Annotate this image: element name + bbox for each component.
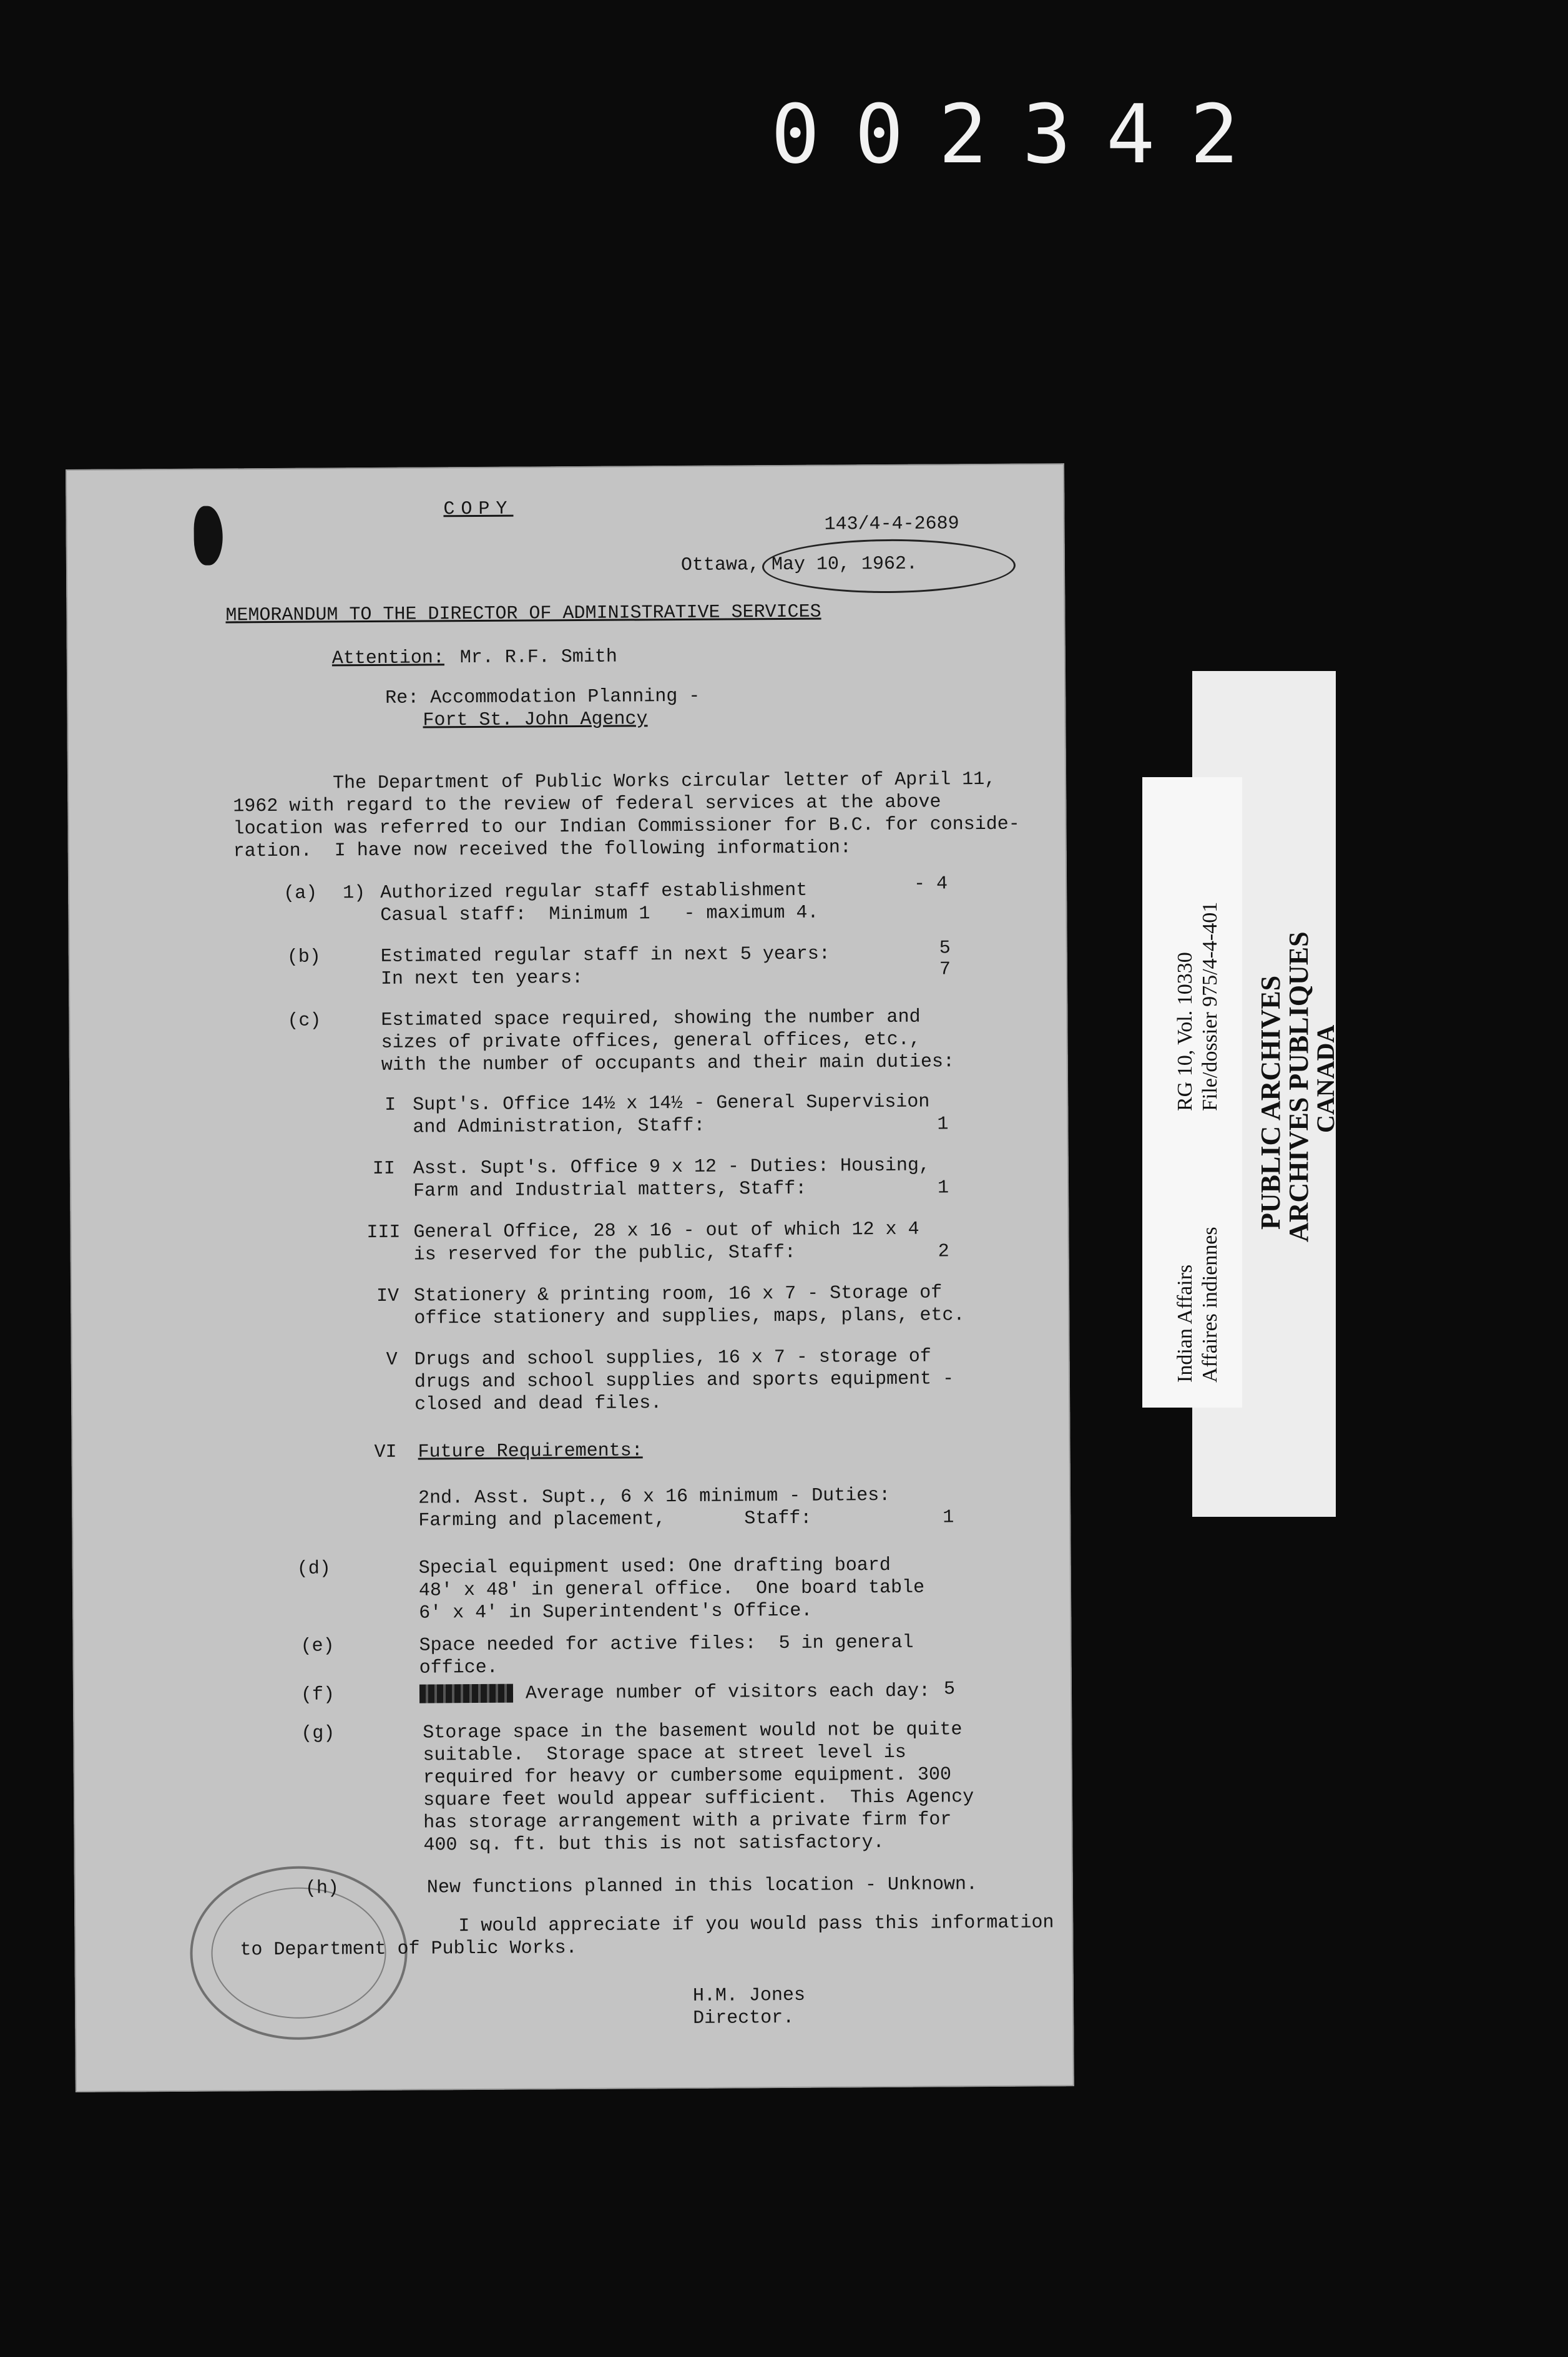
item-line: Authorized regular staff establishment <box>380 880 808 904</box>
subject-line-1: Re: Accommodation Planning - <box>385 685 700 709</box>
item-line: New functions planned in this location - Unknown. <box>426 1874 978 1899</box>
item-label: (g) <box>301 1723 335 1745</box>
label-reference: RG 10, Vol. 10330 <box>1174 952 1197 1111</box>
intro-line: 1962 with regard to the review of federal services at the above <box>233 791 941 818</box>
item-label: (c) <box>287 1010 321 1032</box>
item-line: has storage arrangement with a private firm for <box>423 1809 952 1834</box>
subitem-line: closed and dead files. <box>414 1393 662 1416</box>
file-number: 143/4-4-2689 <box>824 513 959 536</box>
memo-page <box>66 463 1074 2092</box>
subitem-line: office stationery and supplies, maps, plans, etc. <box>414 1305 965 1330</box>
attention-label: Attention: <box>331 647 444 670</box>
item-line: required for heavy or cumbersome equipment. 300 <box>423 1764 952 1789</box>
place: Ottawa, <box>680 554 760 576</box>
memo-date: May 10, 1962. <box>771 553 918 576</box>
attention-name: Mr. R.F. Smith <box>459 646 618 669</box>
subitem-line: drugs and school supplies and sports equipment - <box>414 1368 954 1393</box>
item-line: Space needed for active files: 5 in general <box>419 1632 914 1657</box>
subitem-line: and Administration, Staff: <box>413 1115 705 1139</box>
item-label: (h) <box>305 1878 340 1899</box>
item-label: (a) <box>283 883 318 904</box>
item-line: Storage space in the basement would not be quite <box>423 1719 963 1744</box>
subitem-line: Farming and placement, Staff: <box>418 1507 812 1532</box>
intro-line: The Department of Public Works circular letter of April 11, <box>332 768 996 795</box>
intro-line: ration. I have now received the following information: <box>233 837 852 863</box>
signature-title: Director. <box>693 2007 795 2029</box>
item-line: sizes of private offices, general offices, etc., <box>381 1029 921 1054</box>
item-line: suitable. Storage space at street level is <box>423 1742 906 1767</box>
ink-blot <box>194 506 223 565</box>
item-line: In next ten years: <box>380 967 584 990</box>
memo-recipient: MEMORANDUM TO THE DIRECTOR OF ADMINISTRATIVE SERVICES <box>225 601 821 627</box>
item-label: (e) <box>300 1635 335 1657</box>
subitem-value: 2 <box>938 1241 949 1263</box>
subitem-line: 2nd. Asst. Supt., 6 x 16 minimum - Duties: <box>418 1484 891 1509</box>
subitem-line: Farm and Industrial matters, Staff: <box>413 1178 807 1202</box>
subitem-value: 1 <box>937 1177 949 1199</box>
label-institution-en: PUBLIC ARCHIVES <box>1255 975 1286 1230</box>
subitem-line: General Office, 28 x 16 - out of which 12 x 4 <box>413 1218 919 1243</box>
item-label: (b) <box>287 946 321 968</box>
closing-line: I would appreciate if you would pass this information <box>458 1912 1054 1938</box>
item-value: 5 <box>943 1678 956 1700</box>
redacted-text <box>419 1684 513 1703</box>
item-line: 400 sq. ft. but this is not satisfactory. <box>423 1832 884 1856</box>
item-line: office. <box>419 1657 498 1679</box>
item-line: Estimated regular staff in next 5 years: <box>380 943 830 968</box>
item-line: Casual staff: Minimum 1 - maximum 4. <box>380 902 819 926</box>
label-institution-fr: ARCHIVES PUBLIQUES <box>1283 931 1314 1242</box>
label-dept-fr: Affaires indiennes <box>1198 1227 1222 1383</box>
frame-number: 002342 <box>771 87 1274 182</box>
subitem-number: I <box>385 1094 396 1116</box>
copy-heading: COPY <box>443 498 514 521</box>
label-country: CANADA <box>1311 1024 1340 1133</box>
item-value: - 4 <box>913 873 948 895</box>
item-line: 48' x 48' in general office. One board table <box>418 1577 925 1602</box>
item-line: Estimated space required, showing the number and <box>381 1006 921 1031</box>
subitem-number: IV <box>376 1285 399 1307</box>
item-value: 5 <box>939 938 951 959</box>
intro-line: location was referred to our Indian Commissioner for B.C. for conside- <box>233 813 1020 840</box>
subitem-value: 1 <box>943 1507 954 1529</box>
item-value: 7 <box>939 959 951 981</box>
subitem-number: VI <box>374 1441 397 1464</box>
subitem-line: Stationery & printing room, 16 x 7 - Storage of <box>413 1282 943 1307</box>
subitem-line: Supt's. Office 14½ x 14½ - General Supervision <box>413 1091 930 1116</box>
item-line: Average number of visitors each day: <box>525 1680 931 1705</box>
subitem-number: V <box>386 1349 398 1371</box>
subitem-line: Asst. Supt's. Office 9 x 12 - Duties: Housing, <box>413 1155 931 1180</box>
item-line: square feet would appear sufficient. This Agency <box>423 1786 974 1811</box>
closing-line: to Department of Public Works. <box>240 1938 577 1961</box>
subject-line-2: Fort St. John Agency <box>423 708 648 732</box>
item-line: with the number of occupants and their main duties: <box>381 1051 955 1076</box>
item-sublabel: 1) <box>343 883 366 904</box>
subitem-value: 1 <box>937 1114 949 1135</box>
subitem-number: II <box>372 1158 395 1180</box>
item-label: (f) <box>300 1684 335 1706</box>
item-line: Special equipment used: One drafting board <box>418 1554 891 1579</box>
subitem-number: III <box>366 1222 401 1244</box>
subitem-line: Drugs and school supplies, 16 x 7 - storage of <box>414 1346 931 1371</box>
future-requirements-heading: Future Requirements: <box>418 1440 643 1463</box>
item-line: 6' x 4' in Superintendent's Office. <box>419 1600 813 1624</box>
subitem-line: is reserved for the public, Staff: <box>413 1242 796 1266</box>
label-dept-en: Indian Affairs <box>1174 1264 1197 1383</box>
item-label: (d) <box>296 1558 331 1580</box>
label-file: File/dossier 975/4-4-401 <box>1198 901 1222 1111</box>
signature-name: H.M. Jones <box>692 1984 806 2007</box>
